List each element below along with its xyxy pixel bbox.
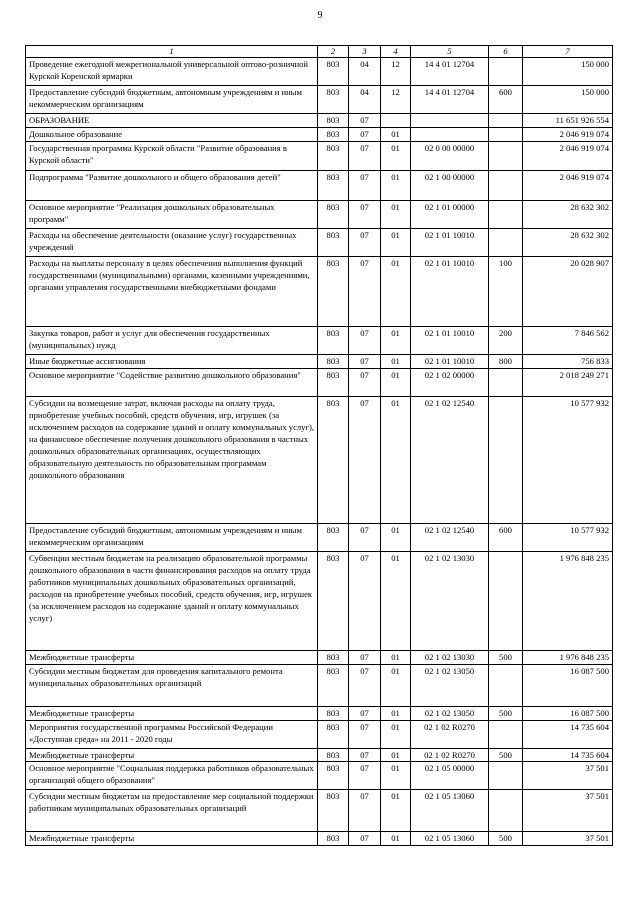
section-code-cell: 07 xyxy=(349,524,381,552)
subsection-code-cell: 01 xyxy=(381,552,411,651)
target-item-code-cell xyxy=(411,128,489,142)
ministry-code-cell: 803 xyxy=(318,369,349,397)
row-name-cell: ОБРАЗОВАНИЕ xyxy=(26,114,318,128)
ministry-code-cell: 803 xyxy=(318,762,349,790)
table-row xyxy=(26,327,613,355)
expense-type-code-cell: 200 xyxy=(489,327,523,355)
row-name-cell: Основное мероприятие "Социальная поддержка работников образовательных организаций общего образования" xyxy=(26,762,318,790)
row-name-cell: Закупка товаров, работ и услуг для обеспечения государственных (муниципальных) нужд xyxy=(26,327,318,355)
table-row xyxy=(26,721,613,749)
subsection-code-cell: 01 xyxy=(381,749,411,762)
expense-type-code-cell xyxy=(489,397,523,524)
ministry-code-cell: 803 xyxy=(318,128,349,142)
table-row xyxy=(26,229,613,257)
section-code-cell: 07 xyxy=(349,201,381,229)
target-item-code-cell: 02 1 02 13050 xyxy=(411,707,489,721)
ministry-code-cell: 803 xyxy=(318,707,349,721)
section-code-cell: 07 xyxy=(349,721,381,749)
subsection-code-cell: 01 xyxy=(381,142,411,171)
table-row xyxy=(26,201,613,229)
ministry-code-cell: 803 xyxy=(318,790,349,832)
target-item-code-cell: 02 1 05 13060 xyxy=(411,790,489,832)
section-code-cell: 07 xyxy=(349,114,381,128)
section-code-cell: 07 xyxy=(349,552,381,651)
section-code-cell: 07 xyxy=(349,397,381,524)
subsection-code-cell: 01 xyxy=(381,832,411,846)
expense-type-code-cell: 600 xyxy=(489,524,523,552)
table-row xyxy=(26,171,613,201)
target-item-code-cell xyxy=(411,114,489,128)
amount-cell: 28 632 302 xyxy=(523,201,613,229)
expense-type-code-cell xyxy=(489,128,523,142)
table-row xyxy=(26,128,613,142)
subsection-code-cell: 01 xyxy=(381,651,411,665)
ministry-code-cell: 803 xyxy=(318,355,349,369)
expense-type-code-cell xyxy=(489,762,523,790)
row-name-cell: Основное мероприятие "Реализация дошкольных образовательных программ" xyxy=(26,201,318,229)
expense-type-code-cell xyxy=(489,665,523,707)
target-item-code-cell: 02 1 02 13050 xyxy=(411,665,489,707)
section-code-cell: 07 xyxy=(349,229,381,257)
table-row xyxy=(26,707,613,721)
expense-type-code-cell: 600 xyxy=(489,86,523,114)
subsection-code-cell: 01 xyxy=(381,327,411,355)
amount-cell: 150 000 xyxy=(523,86,613,114)
target-item-code-cell: 02 1 01 10010 xyxy=(411,327,489,355)
row-name-cell: Субсидии на возмещение затрат, включая расходы на оплату труда, приобретение учебных пособий, средств обучения, игр, игрушек (за исключением расходов на содержание зданий и оплату коммунальных услуг), на финансовое обеспечение получения дошкольного образования в частных дошкольных образовательных организациях, осуществляющих образовательную деятельность по образовательным программам дошкольного образования xyxy=(26,397,318,524)
target-item-code-cell: 02 1 01 10010 xyxy=(411,229,489,257)
table-row xyxy=(26,665,613,707)
ministry-code-cell: 803 xyxy=(318,524,349,552)
target-item-code-cell: 14 4 01 12704 xyxy=(411,86,489,114)
table-row xyxy=(26,790,613,832)
ministry-code-cell: 803 xyxy=(318,327,349,355)
ministry-code-cell: 803 xyxy=(318,257,349,327)
target-item-code-cell: 14 4 01 12704 xyxy=(411,58,489,86)
target-item-code-cell: 02 0 00 00000 xyxy=(411,142,489,171)
expense-type-code-cell: 800 xyxy=(489,355,523,369)
ministry-code-cell: 803 xyxy=(318,665,349,707)
column-header: 7 xyxy=(523,46,613,58)
amount-cell: 2 046 919 074 xyxy=(523,171,613,201)
table-row xyxy=(26,142,613,171)
row-name-cell: Предоставление субсидий бюджетным, автономным учреждениям и иным некоммерческим организациям xyxy=(26,86,318,114)
row-name-cell: Предоставление субсидий бюджетным, автономным учреждениям и иным некоммерческим организациям xyxy=(26,524,318,552)
subsection-code-cell: 01 xyxy=(381,665,411,707)
column-header: 2 xyxy=(318,46,349,58)
target-item-code-cell: 02 1 05 13060 xyxy=(411,832,489,846)
table-row xyxy=(26,369,613,397)
target-item-code-cell: 02 1 01 10010 xyxy=(411,257,489,327)
table-row xyxy=(26,58,613,86)
table-row xyxy=(26,552,613,651)
expense-type-code-cell: 500 xyxy=(489,749,523,762)
subsection-code-cell: 01 xyxy=(381,229,411,257)
subsection-code-cell: 01 xyxy=(381,355,411,369)
amount-cell: 16 087 500 xyxy=(523,665,613,707)
expense-type-code-cell xyxy=(489,369,523,397)
subsection-code-cell: 12 xyxy=(381,58,411,86)
table-header-row xyxy=(26,46,613,58)
subsection-code-cell: 01 xyxy=(381,397,411,524)
row-name-cell: Проведение ежегодной межрегиональной универсальной оптово-розничной Курской Коренской ярмарки xyxy=(26,58,318,86)
amount-cell: 2 046 919 074 xyxy=(523,142,613,171)
row-name-cell: Государственная программа Курской области "Развитие образования в Курской области" xyxy=(26,142,318,171)
section-code-cell: 07 xyxy=(349,171,381,201)
section-code-cell: 04 xyxy=(349,58,381,86)
amount-cell: 16 087 500 xyxy=(523,707,613,721)
subsection-code-cell: 01 xyxy=(381,721,411,749)
expense-type-code-cell xyxy=(489,114,523,128)
expense-type-code-cell xyxy=(489,142,523,171)
table-row xyxy=(26,762,613,790)
ministry-code-cell: 803 xyxy=(318,749,349,762)
target-item-code-cell: 02 1 02 00000 xyxy=(411,369,489,397)
section-code-cell: 07 xyxy=(349,369,381,397)
subsection-code-cell: 01 xyxy=(381,171,411,201)
ministry-code-cell: 803 xyxy=(318,86,349,114)
ministry-code-cell: 803 xyxy=(318,114,349,128)
subsection-code-cell: 01 xyxy=(381,369,411,397)
table-row xyxy=(26,524,613,552)
amount-cell: 10 577 932 xyxy=(523,524,613,552)
row-name-cell: Подпрограмма "Развитие дошкольного и общего образования детей" xyxy=(26,171,318,201)
row-name-cell: Межбюджетные трансферты xyxy=(26,832,318,846)
column-header: 5 xyxy=(411,46,489,58)
target-item-code-cell: 02 1 02 R0270 xyxy=(411,721,489,749)
section-code-cell: 07 xyxy=(349,790,381,832)
subsection-code-cell: 01 xyxy=(381,128,411,142)
target-item-code-cell: 02 1 02 R0270 xyxy=(411,749,489,762)
section-code-cell: 04 xyxy=(349,86,381,114)
ministry-code-cell: 803 xyxy=(318,721,349,749)
subsection-code-cell: 01 xyxy=(381,707,411,721)
subsection-code-cell: 01 xyxy=(381,524,411,552)
row-name-cell: Субсидии местным бюджетам для проведения капитального ремонта муниципальных образовательных организаций xyxy=(26,665,318,707)
section-code-cell: 07 xyxy=(349,651,381,665)
expense-type-code-cell: 500 xyxy=(489,651,523,665)
section-code-cell: 07 xyxy=(349,128,381,142)
ministry-code-cell: 803 xyxy=(318,229,349,257)
amount-cell: 37 501 xyxy=(523,762,613,790)
amount-cell: 20 028 907 xyxy=(523,257,613,327)
amount-cell: 1 976 848 235 xyxy=(523,651,613,665)
expense-type-code-cell: 500 xyxy=(489,832,523,846)
ministry-code-cell: 803 xyxy=(318,201,349,229)
ministry-code-cell: 803 xyxy=(318,142,349,171)
expense-type-code-cell xyxy=(489,790,523,832)
amount-cell: 2 046 919 074 xyxy=(523,128,613,142)
ministry-code-cell: 803 xyxy=(318,397,349,524)
row-name-cell: Иные бюджетные ассигнования xyxy=(26,355,318,369)
expense-type-code-cell xyxy=(489,171,523,201)
table-row xyxy=(26,355,613,369)
row-name-cell: Расходы на выплаты персоналу в целях обеспечения выполнения функций государственными (муниципальными) органами, казенными учреждениями, органами управления государственными внебюджетными фондами xyxy=(26,257,318,327)
subsection-code-cell: 01 xyxy=(381,790,411,832)
expense-type-code-cell xyxy=(489,201,523,229)
subsection-code-cell: 01 xyxy=(381,201,411,229)
ministry-code-cell: 803 xyxy=(318,651,349,665)
table-row xyxy=(26,651,613,665)
column-header: 3 xyxy=(349,46,381,58)
expense-type-code-cell xyxy=(489,721,523,749)
amount-cell: 37 501 xyxy=(523,832,613,846)
table-row xyxy=(26,114,613,128)
amount-cell: 28 632 302 xyxy=(523,229,613,257)
section-code-cell: 07 xyxy=(349,257,381,327)
target-item-code-cell: 02 1 02 12540 xyxy=(411,524,489,552)
expense-type-code-cell: 500 xyxy=(489,707,523,721)
row-name-cell: Основное мероприятие "Содействие развитию дошкольного образования" xyxy=(26,369,318,397)
row-name-cell: Субсидии местным бюджетам на предоставление мер социальной поддержки работникам муниципальных образовательных организаций xyxy=(26,790,318,832)
ministry-code-cell: 803 xyxy=(318,171,349,201)
target-item-code-cell: 02 1 01 00000 xyxy=(411,201,489,229)
column-header: 4 xyxy=(381,46,411,58)
column-header: 1 xyxy=(26,46,318,58)
amount-cell: 11 651 926 554 xyxy=(523,114,613,128)
table-row xyxy=(26,86,613,114)
amount-cell: 14 735 604 xyxy=(523,721,613,749)
table-row xyxy=(26,832,613,846)
amount-cell: 1 976 848 235 xyxy=(523,552,613,651)
section-code-cell: 07 xyxy=(349,665,381,707)
target-item-code-cell: 02 1 01 10010 xyxy=(411,355,489,369)
table-row xyxy=(26,397,613,524)
section-code-cell: 07 xyxy=(349,749,381,762)
expense-type-code-cell xyxy=(489,229,523,257)
target-item-code-cell: 02 1 00 00000 xyxy=(411,171,489,201)
amount-cell: 756 833 xyxy=(523,355,613,369)
target-item-code-cell: 02 1 02 13030 xyxy=(411,552,489,651)
amount-cell: 37 501 xyxy=(523,790,613,832)
section-code-cell: 07 xyxy=(349,762,381,790)
expense-type-code-cell: 100 xyxy=(489,257,523,327)
amount-cell: 150 000 xyxy=(523,58,613,86)
amount-cell: 10 577 932 xyxy=(523,397,613,524)
section-code-cell: 07 xyxy=(349,832,381,846)
subsection-code-cell: 01 xyxy=(381,762,411,790)
amount-cell: 7 846 562 xyxy=(523,327,613,355)
page-number: 9 xyxy=(317,10,323,21)
target-item-code-cell: 02 1 02 13030 xyxy=(411,651,489,665)
subsection-code-cell: 12 xyxy=(381,86,411,114)
expense-type-code-cell xyxy=(489,58,523,86)
section-code-cell: 07 xyxy=(349,327,381,355)
row-name-cell: Дошкольное образование xyxy=(26,128,318,142)
subsection-code-cell: 01 xyxy=(381,257,411,327)
table-row xyxy=(26,257,613,327)
row-name-cell: Мероприятия государственной программы Российской Федерации «Доступная среда» на 2011 - 2020 годы xyxy=(26,721,318,749)
row-name-cell: Межбюджетные трансферты xyxy=(26,707,318,721)
ministry-code-cell: 803 xyxy=(318,58,349,86)
row-name-cell: Расходы на обеспечение деятельности (оказание услуг) государственных учреждений xyxy=(26,229,318,257)
row-name-cell: Межбюджетные трансферты xyxy=(26,749,318,762)
section-code-cell: 07 xyxy=(349,142,381,171)
budget-table xyxy=(25,45,613,846)
amount-cell: 2 018 249 271 xyxy=(523,369,613,397)
subsection-code-cell xyxy=(381,114,411,128)
column-header: 6 xyxy=(489,46,523,58)
amount-cell: 14 735 604 xyxy=(523,749,613,762)
row-name-cell: Субвенции местным бюджетам на реализацию образовательной программы дошкольного образования в части финансирования расходов на оплату труда работников муниципальных дошкольных образовательных организаций, расходов на приобретение учебных пособий, средств обучения, игр, игрушек (за исключением расходов на содержание зданий и оплату коммунальных услуг) xyxy=(26,552,318,651)
row-name-cell: Межбюджетные трансферты xyxy=(26,651,318,665)
ministry-code-cell: 803 xyxy=(318,552,349,651)
ministry-code-cell: 803 xyxy=(318,832,349,846)
table-row xyxy=(26,749,613,762)
expense-type-code-cell xyxy=(489,552,523,651)
section-code-cell: 07 xyxy=(349,707,381,721)
section-code-cell: 07 xyxy=(349,355,381,369)
target-item-code-cell: 02 1 02 12540 xyxy=(411,397,489,524)
target-item-code-cell: 02 1 05 00000 xyxy=(411,762,489,790)
